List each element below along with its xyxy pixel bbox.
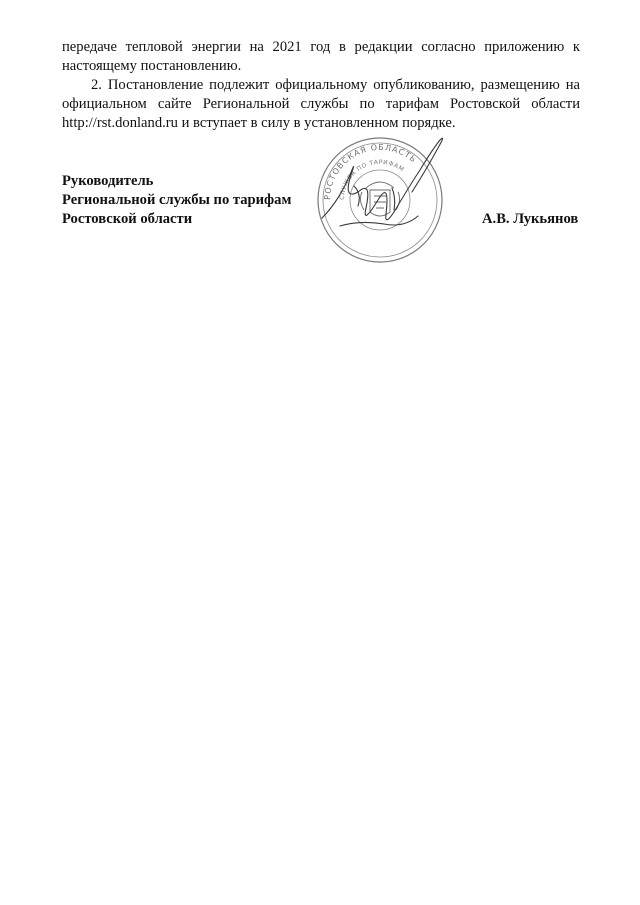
coat-of-arms-emblem bbox=[360, 182, 399, 216]
svg-text:СЛУЖБА ПО ТАРИФАМ: СЛУЖБА ПО ТАРИФАМ bbox=[338, 158, 406, 201]
signatory-position bbox=[62, 172, 291, 229]
paragraph-continuation: передаче тепловой энергии на 2021 год в редакции согласно приложению к настоящему постановлению. bbox=[62, 39, 580, 74]
paragraph-publication-clause: 2. Постановление подлежит официальному опубликованию, размещению на официальном сайте Региональной службы по тарифам Ростовской области http://rst.donland.ru и вступает в силу в установленном порядке. bbox=[62, 77, 580, 131]
position-line: Региональной службы по тарифам bbox=[62, 192, 292, 208]
official-seal-with-signature bbox=[300, 130, 460, 270]
svg-text:РОСТОВСКАЯ ОБЛАСТЬ: РОСТОВСКАЯ ОБЛАСТЬ bbox=[322, 142, 419, 201]
position-line: Ростовской области bbox=[62, 211, 193, 227]
document-body bbox=[62, 38, 580, 133]
position-line: Руководитель bbox=[62, 173, 154, 189]
signer-name: А.В. Лукьянов bbox=[482, 211, 579, 227]
